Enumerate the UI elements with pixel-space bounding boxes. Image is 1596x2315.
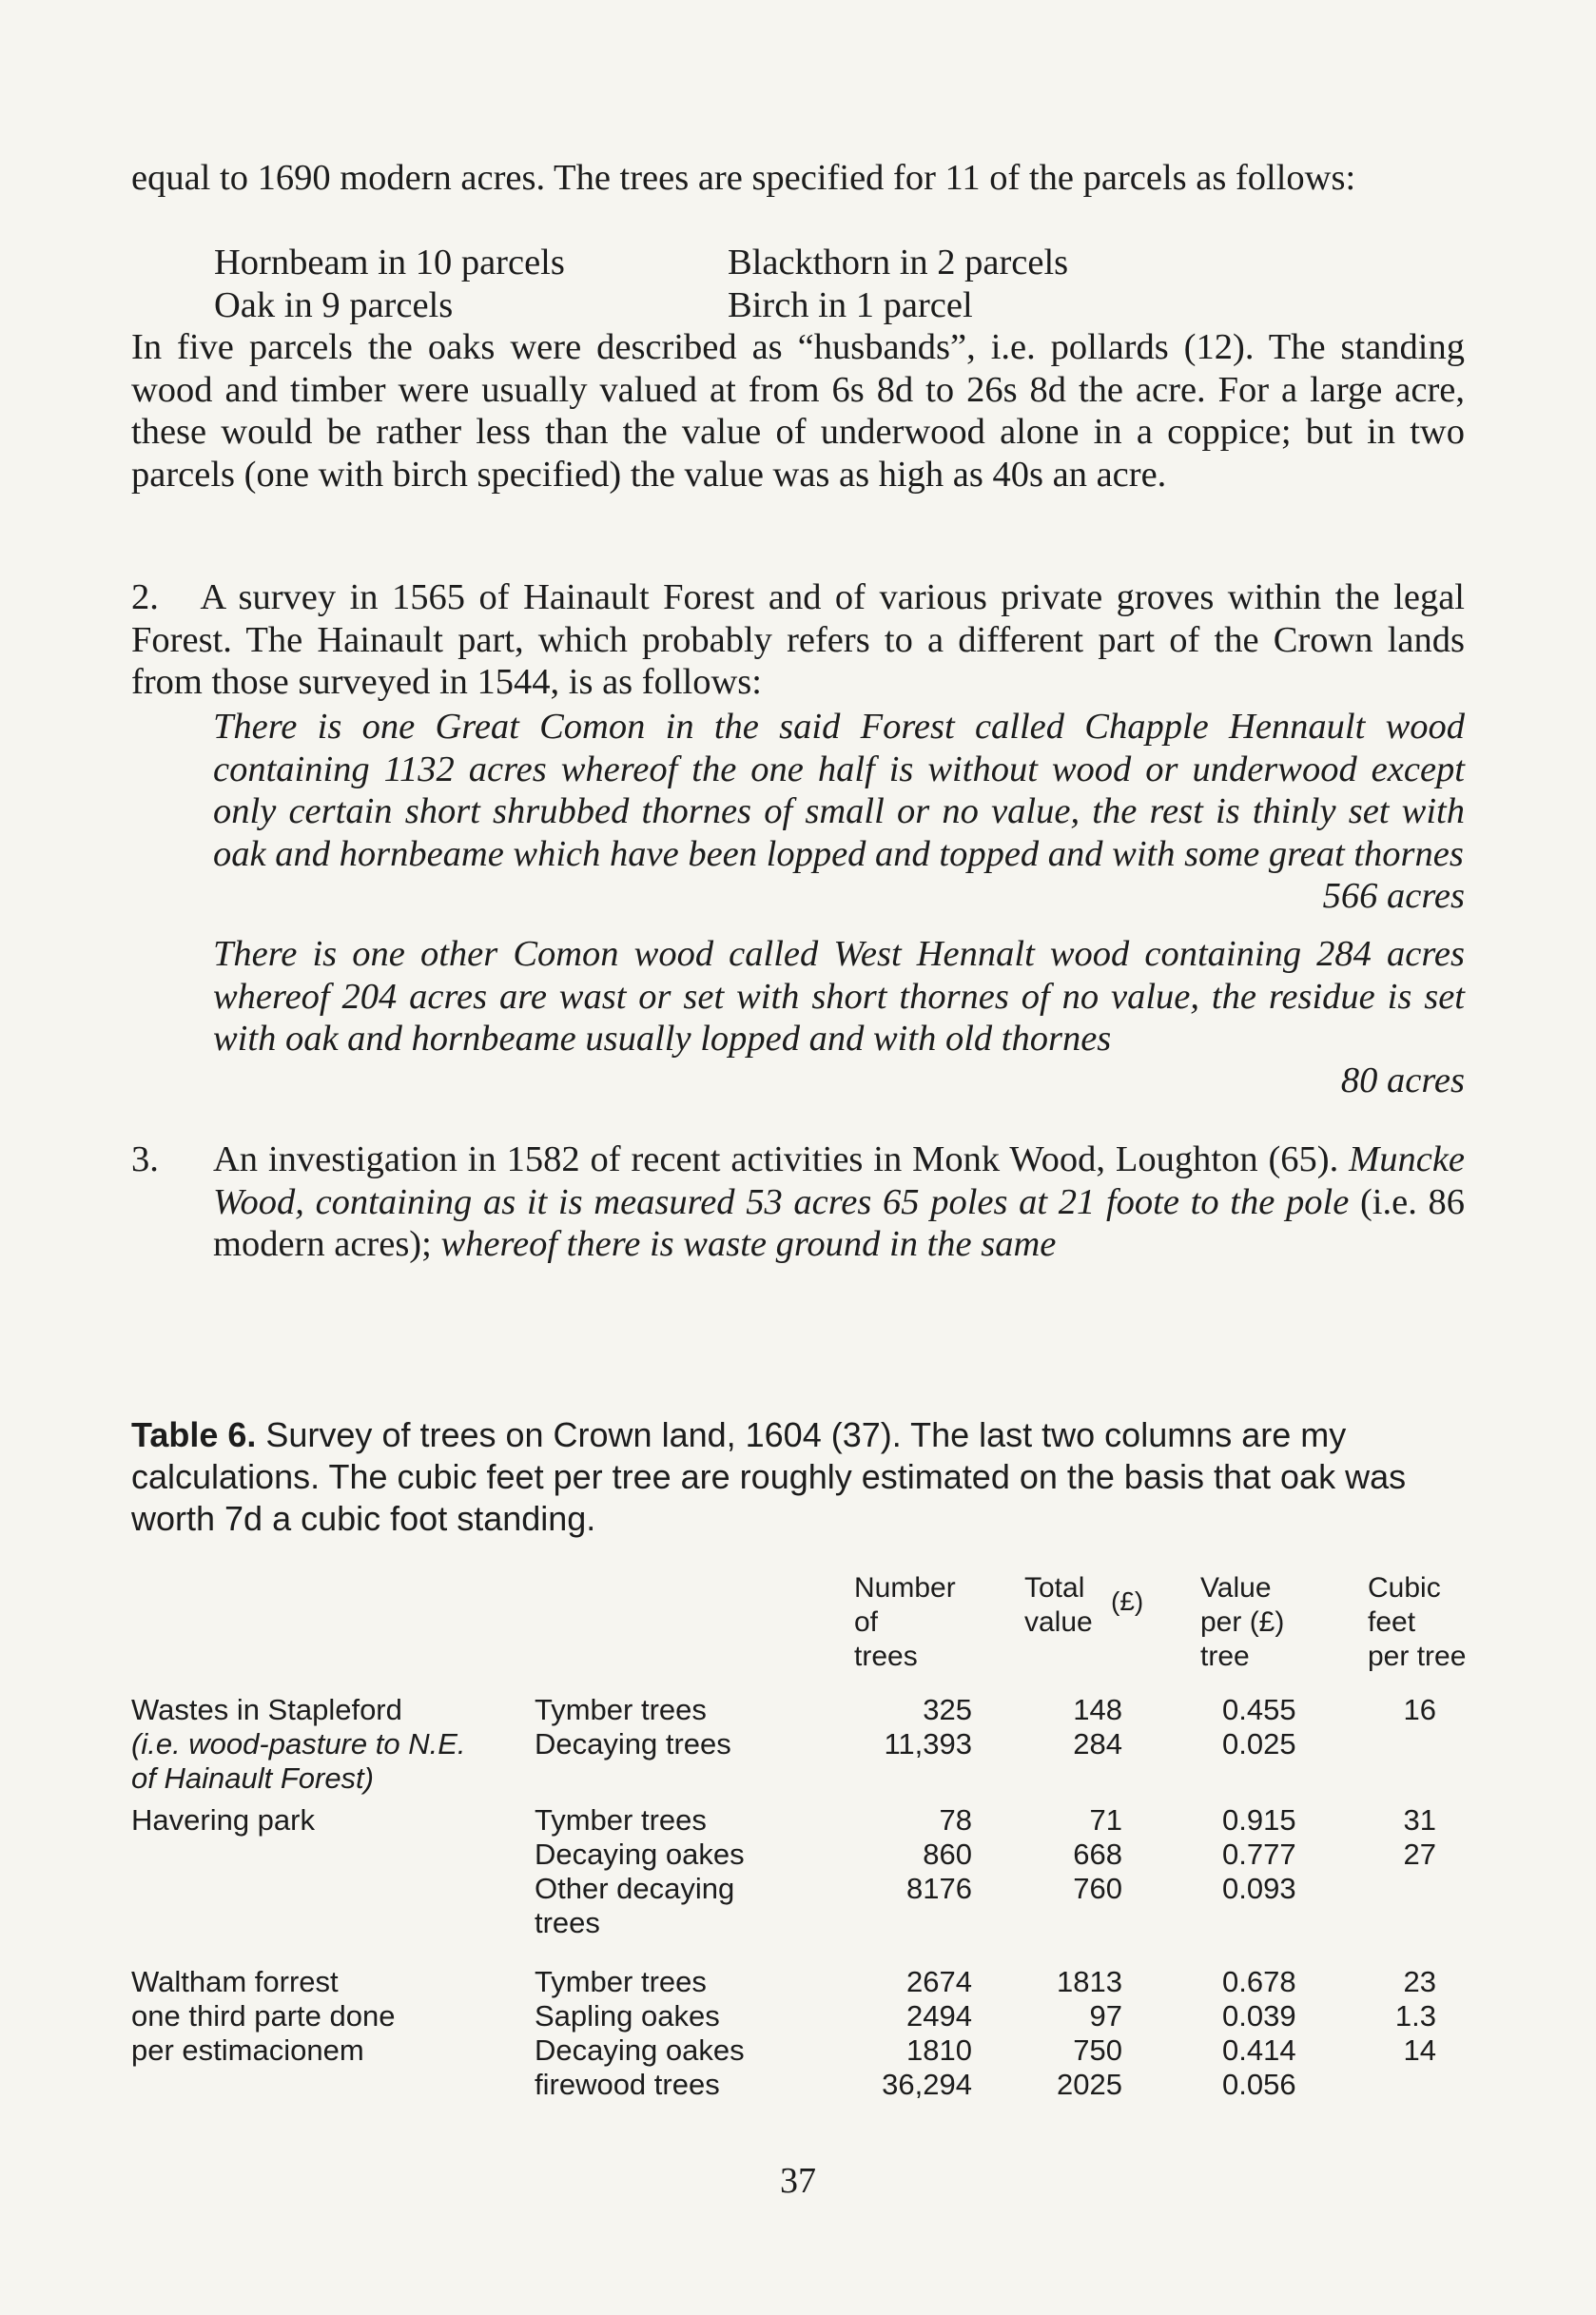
item-2-number: 2. <box>131 577 159 617</box>
group-place: Havering park <box>131 1803 315 1837</box>
cell-number: 2674 <box>906 1965 972 1998</box>
cell-total: 2025 <box>1057 2068 1122 2101</box>
species-right: Birch in 1 parcel <box>728 284 973 325</box>
quote-chapple-hennault <box>213 706 1465 918</box>
cell-value: 0.455 <box>1222 1693 1296 1726</box>
cell-kind: Decaying trees <box>535 1727 731 1761</box>
cell-kind: Tymber trees <box>535 1965 707 1998</box>
cell-total: 97 <box>1089 1999 1122 2033</box>
item-3-quote-c: whereof there is waste ground in the same <box>440 1224 1057 1264</box>
header-total-unit: (£) <box>1111 1586 1144 1616</box>
cell-kind: Decaying oakes <box>535 2033 745 2067</box>
cell-value: 0.093 <box>1222 1872 1296 1905</box>
item-3-text-b: (i.e. 86 modern acres); <box>213 1181 1466 1264</box>
group-place-note: of Hainault Forest) <box>131 1761 374 1795</box>
cell-number: 11,393 <box>884 1727 972 1761</box>
cell-value: 0.414 <box>1222 2033 1296 2067</box>
table-label: Table 6. <box>131 1415 257 1454</box>
cell-total: 71 <box>1089 1803 1122 1837</box>
header-value: Value per (£) tree <box>1200 1572 1285 1672</box>
cell-total: 148 <box>1073 1693 1122 1726</box>
cell-number: 860 <box>923 1838 972 1871</box>
cell-number: 1810 <box>906 2033 972 2067</box>
cell-kind: Decaying oakes <box>535 1838 745 1871</box>
cell-value: 0.777 <box>1222 1838 1296 1871</box>
species-row <box>214 284 1165 327</box>
pollards-paragraph <box>131 326 1465 496</box>
species-right: Blackthorn in 2 parcels <box>728 243 1069 282</box>
group-place: per estimacionem <box>131 2033 364 2067</box>
group-place: Waltham forrest <box>131 1965 339 1998</box>
cell-cubic: 31 <box>1403 1803 1436 1837</box>
quote-west-hennalt <box>213 933 1465 1060</box>
group-place-note: (i.e. wood-pasture to N.E. <box>131 1727 466 1761</box>
cell-number: 78 <box>939 1803 972 1837</box>
cell-number: 325 <box>923 1693 972 1726</box>
cell-value: 0.039 <box>1222 1999 1296 2033</box>
cell-kind: Tymber trees <box>535 1693 707 1726</box>
cell-total: 760 <box>1073 1872 1122 1905</box>
item-2 <box>131 576 1465 704</box>
cell-cubic: 14 <box>1403 2033 1436 2067</box>
item-3-quote-b: the pole <box>1230 1181 1350 1222</box>
species-row <box>214 242 1165 284</box>
item-2-text <box>131 576 1465 704</box>
cell-total: 668 <box>1073 1838 1122 1871</box>
quote-1-text: There is one Great Comon in the said Forest called Chapple Hennault wood containing 1132 acres whereof the one half is without wood or underwood except only certain short shrubbed thornes of small or no value, the rest is thinly set with oak and hornbeame which have been lopped and topped and with some great thornes <box>213 707 1465 874</box>
pollards-text: In five parcels the oaks were described as “husbands”, i.e. pollards (12). The standing wood and timber were usually valued at from 6s 8d to 26s 8d the acre. For a large acre, these would be rather less than the value of underwood alone in a coppice; but in two parcels (one with birch specified) the value was as high as 40s an acre. <box>131 327 1465 495</box>
cell-cubic: 1.3 <box>1394 1999 1436 2033</box>
group-place: Wastes in Stapleford <box>131 1693 402 1726</box>
header-cubic: Cubic feet per tree <box>1368 1572 1467 1672</box>
cell-value: 0.678 <box>1222 1965 1296 1998</box>
cell-cubic: 27 <box>1403 1838 1436 1871</box>
page-number: 37 <box>780 2161 816 2201</box>
header-number: Number of trees <box>854 1572 956 1672</box>
intro-line: equal to 1690 modern acres. The trees are specified for 11 of the parcels as follows: <box>131 158 1356 198</box>
cell-cubic: 23 <box>1403 1965 1436 1998</box>
cell-number: 2494 <box>906 1999 972 2033</box>
table-caption-text: Survey of trees on Crown land, 1604 (37). The last two columns are my calculations. The cubic feet per tree are roughly estimated on the basis that oak was worth 7d a cubic foot standing. <box>131 1415 1407 1538</box>
species-left: Oak in 9 parcels <box>214 284 454 325</box>
cell-kind: Sapling oakes <box>535 1999 720 2033</box>
quote-1-area: 566 acres <box>1322 876 1465 916</box>
cell-kind: Other decaying trees <box>535 1872 735 1939</box>
item-3-body <box>213 1138 1465 1266</box>
item-2-body: A survey in 1565 of Hainault Forest and of various private groves within the legal Forest. The Hainault part, which probably refers to a different part of the Crown lands from those surveyed in 1544, is as follows: <box>131 577 1466 702</box>
species-left: Hornbeam in 10 parcels <box>214 243 565 282</box>
cell-value: 0.915 <box>1222 1803 1296 1837</box>
cell-value: 0.025 <box>1222 1727 1296 1761</box>
quote-2-text: There is one other Comon wood called West Hennalt wood containing 284 acres whereof 204 acres are wast or set with short thornes of no value, the residue is set with oak and hornbeame usually lopped and with old thornes <box>213 934 1465 1059</box>
cell-total: 284 <box>1073 1727 1122 1761</box>
cell-total: 750 <box>1073 2033 1122 2067</box>
item-3-quote-a: Muncke Wood, containing as it is measured 53 acres 65 poles at 21 foote to <box>213 1139 1465 1222</box>
cell-kind: firewood trees <box>535 2068 720 2101</box>
intro-paragraph <box>131 157 1465 200</box>
table-caption <box>131 1414 1465 1540</box>
header-total: Total value <box>1024 1572 1093 1638</box>
cell-total: 1813 <box>1057 1965 1122 1998</box>
item-3-number: 3. <box>131 1139 159 1179</box>
cell-kind: Tymber trees <box>535 1803 707 1837</box>
quote-2-area: 80 acres <box>1340 1060 1465 1100</box>
cell-number: 8176 <box>906 1872 972 1905</box>
cell-number: 36,294 <box>882 2068 972 2101</box>
cell-cubic: 16 <box>1403 1693 1436 1726</box>
cell-value: 0.056 <box>1222 2068 1296 2101</box>
item-3-text-a: An investigation in 1582 of recent activities in Monk Wood, Loughton (65). <box>213 1139 1339 1179</box>
species-list <box>214 242 1165 326</box>
group-place: one third parte done <box>131 1999 396 2033</box>
